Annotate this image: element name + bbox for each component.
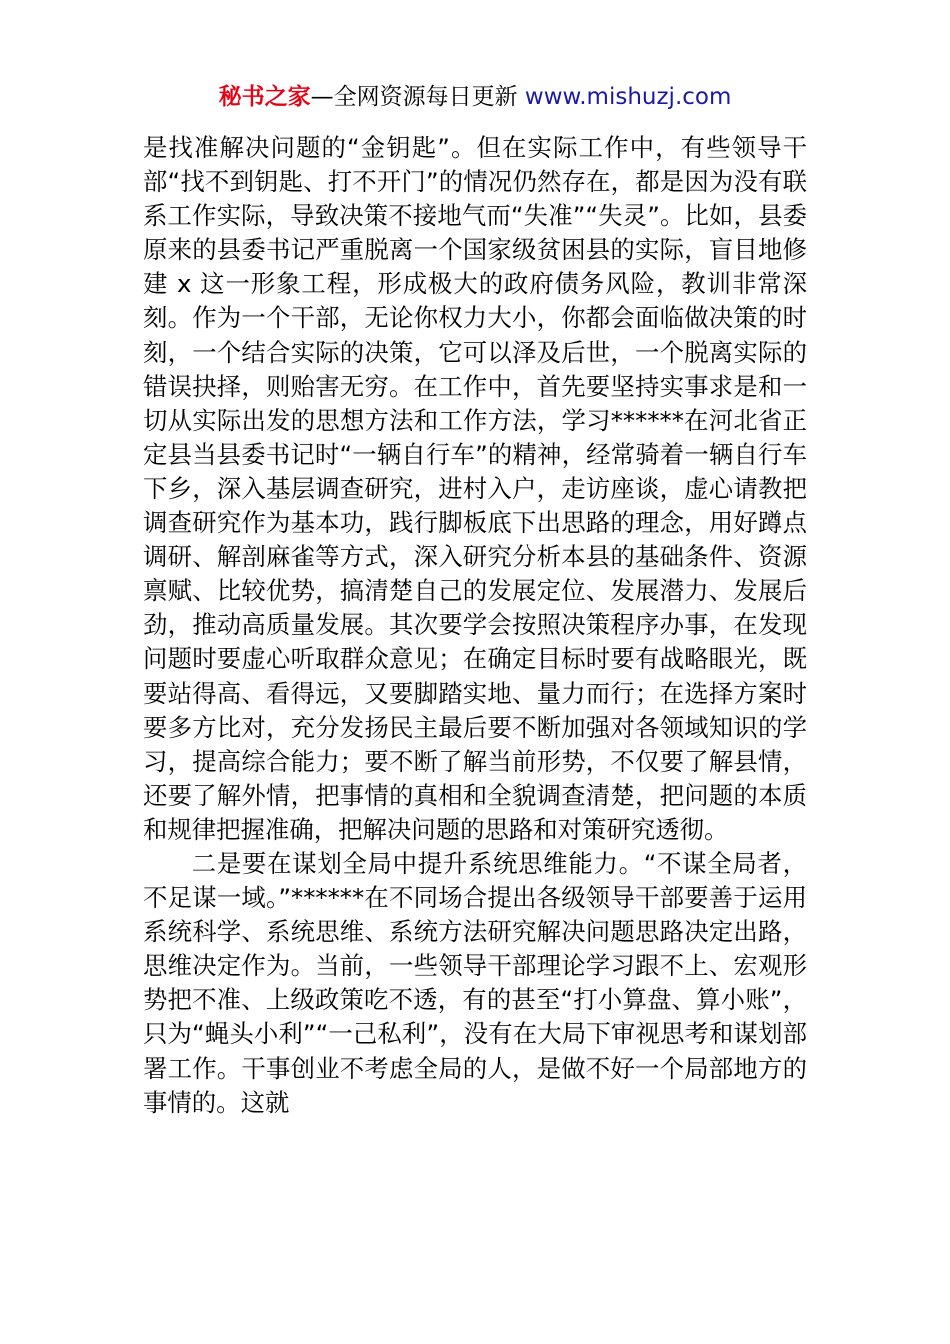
header-tagline: —全网资源每日更新 [310, 84, 518, 110]
header-site-link[interactable]: www.mishuzj.com [524, 84, 732, 110]
paragraph-1: 是找准解决问题的“金钥匙”。但在实际工作中，有些领导干部“找不到钥匙、打不开门”的情况仍然存在，都是因为没有联系工作实际，导致决策不接地气而“失准”“失灵”。比如，县委原来的县委书记严重脱离一个国家级贫困县的实际，盲目地修建 x 这一形象工程，形成极大的政府债务风险，教训非常深刻。作为一个干部，无论你权力大小，你都会面临做决策的时刻，一个结合实际的决策，它可以泽及后世，一个脱离实际的错误抉择，则贻害无穷。在工作中，首先要坚持实事求是和一切从实际出发的思想方法和工作方法，学习******在河北省正定县当县委书记时“一辆自行车”的精神，经常骑着一辆自行车下乡，深入基层调查研究，进村入户，走访座谈，虚心请教把调查研究作为基本功，践行脚板底下出思路的理念，用好蹲点调研、解剖麻雀等方式，深入研究分析本县的基础条件、资源禀赋、比较优势，搞清楚自己的发展定位、发展潜力、发展后劲，推动高质量发展。其次要学会按照决策程序办事，在发现问题时要虚心听取群众意见；在确定目标时要有战略眼光，既要站得高、看得远，又要脚踏实地、量力而行；在选择方案时要多方比对，充分发扬民主最后要不断加强对各领域知识的学习，提高综合能力；要不断了解当前形势，不仅要了解县情，还要了解外情，把事情的真相和全貌调查清楚，把问题的本质和规律把握准确，把解决问题的思路和对策研究透彻。 [143, 133, 807, 844]
document-body [143, 131, 807, 1120]
paragraph-2: 二是要在谋划全局中提升系统思维能力。“不谋全局者，不足谋一域。”******在不同场合提出各级领导干部要善于运用系统科学、系统思维、系统方法研究解决问题思路决定出路，思维决定作为。当前，一些领导干部理论学习跟不上、宏观形势把不准、上级政策吃不透，有的甚至“打小算盘、算小账”，只为“蝇头小利”“一己私利”，没有在大局下审视思考和谋划部署工作。干事创业不考虑全局的人，是做不好一个局部地方的事情的。这就 [143, 848, 807, 1117]
header-brand: 秘书之家 [218, 84, 311, 110]
page-header [0, 80, 950, 114]
